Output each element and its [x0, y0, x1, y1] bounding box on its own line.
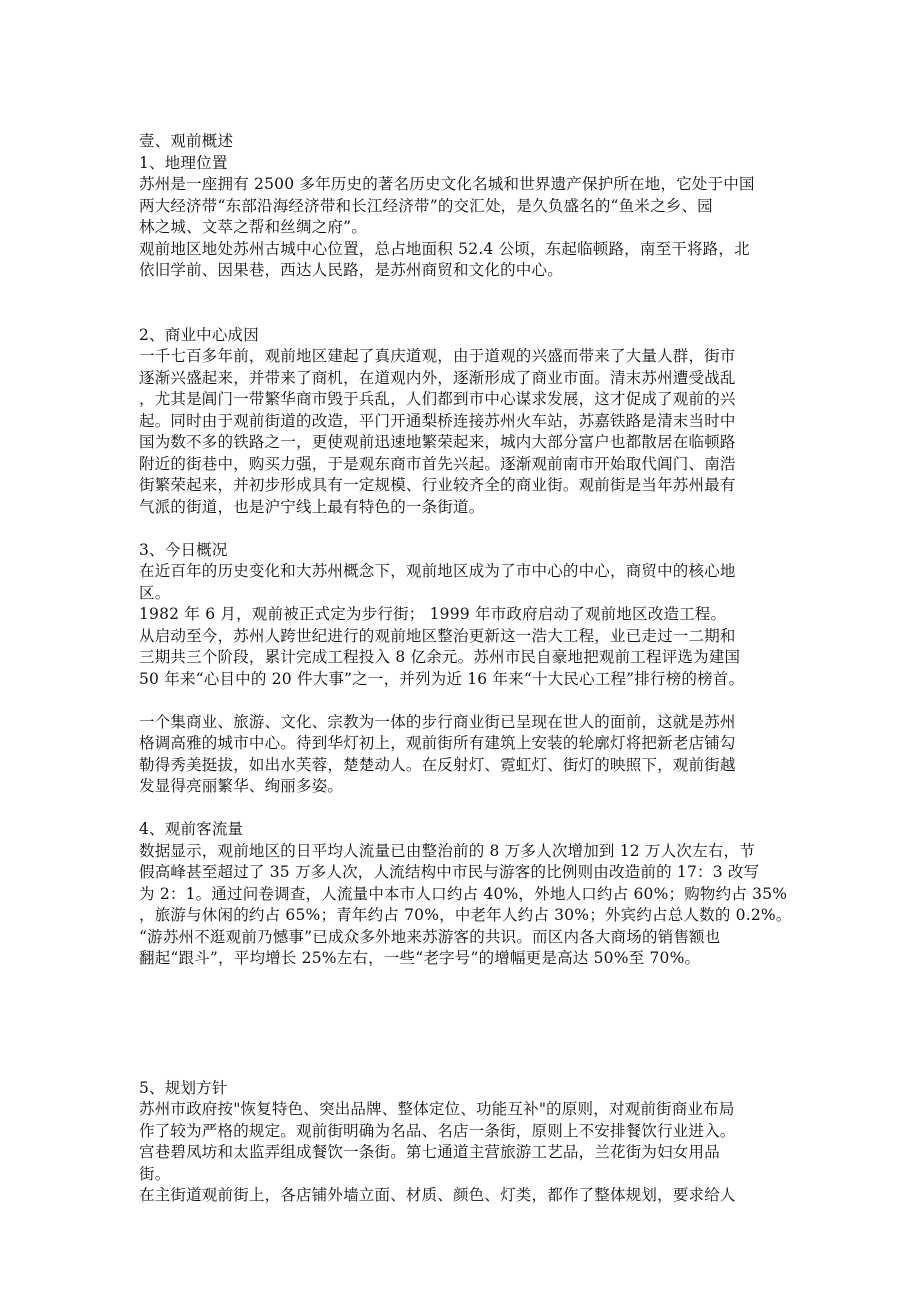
section-5-heading: 5、规划方针 [139, 1078, 228, 1097]
section-2-paragraph-line: 气派的街道，也是沪宁线上最有特色的一条街道。 [139, 497, 485, 516]
section-4-paragraph-line: “游苏州不逛观前乃憾事”已成众多外地来苏游客的共识。而区内各大商场的销售额也 [139, 927, 721, 946]
blank-space [139, 282, 779, 325]
blank-space [139, 970, 779, 1078]
section-1-paragraph-1-line: 林之城、文萃之帮和丝绸之府”。 [139, 218, 367, 236]
document-title: 壹、观前概述 [139, 132, 234, 150]
section-3-paragraph-4-line: 发显得亮丽繁华、绚丽多姿。 [139, 777, 344, 795]
blank-space [139, 690, 779, 712]
section-2-paragraph-line: ，尤其是阊门一带繁华商市毁于兵乱，人们都到市中心谋求发展，这才促成了观前的兴 [139, 390, 736, 408]
section-2-paragraph-line: 一千七百多年前，观前地区建起了真庆道观，由于道观的兴盛而带来了大量人群，街市 [139, 347, 736, 365]
section-3-paragraph-4-line: 一个集商业、旅游、文化、宗教为一体的步行商业街已呈现在世人的面前，这就是苏州 [139, 712, 736, 731]
section-2-paragraph-line: 街繁荣起来，并初步形成具有一定规模、行业较齐全的商业街。观前街是当年苏州最有 [139, 476, 736, 494]
section-5-paragraph-1-line: 作了较为严格的规定。观前街明确为名品、名店一条街，原则上不安排餐饮行业进入。 [139, 1121, 736, 1140]
section-4-heading: 4、观前客流量 [139, 820, 244, 838]
section-2-paragraph-line: 国为数不多的铁路之一，更使观前迅速地繁荣起来，城内大部分富户也都散居在临顿路 [139, 433, 736, 451]
section-2-paragraph-line: 逐渐兴盛起来，并带来了商机，在道观内外，逐渐形成了商业市面。清末苏州遭受战乱 [139, 368, 736, 387]
section-5-paragraph-2-line: 在主街道观前街上，各店铺外墙立面、材质、颜色、灯类，都作了整体规划，要求给人 [139, 1186, 736, 1204]
section-4-paragraph-line: 翻起“跟斗”，平均增长 25%左右，一些“老字号”的增幅更是高达 50%至 70%。 [139, 949, 701, 967]
section-3-paragraph-4-line: 格调高雅的城市中心。待到华灯初上，观前街所有建筑上安装的轮廓灯将把新老店铺勾 [139, 734, 736, 752]
section-3-paragraph-2-line: 1982 年 6 月，观前被正式定为步行街； 1999 年市政府启动了观前地区改造工程。 [139, 605, 727, 623]
section-4-paragraph-line: ，旅游与休闲的约占 65%；青年约占 70%，中老年人约占 30%；外宾约占总人数的 0.2%。 [139, 906, 792, 924]
blank-space [139, 798, 779, 820]
section-2-paragraph-line: 起。同时由于观前街道的改造，平门开通梨桥连接苏州火车站，苏嘉铁路是清末当时中 [139, 411, 736, 430]
section-1-paragraph-1-line: 两大经济带“东部沿海经济带和长江经济带”的交汇处，是久负盛名的“鱼米之乡、园 [139, 196, 713, 215]
section-1-paragraph-1-line: 苏州是一座拥有 2500 多年历史的著名历史文化名城和世界遗产保护所在地，它处于中国 [139, 175, 755, 193]
section-3-paragraph-3-line: 50 年来“心目中的 20 件大事”之一，并列为近 16 年来“十大民心工程”排行榜的榜首。 [139, 669, 745, 688]
section-3-paragraph-3-line: 从启动至今，苏州人跨世纪进行的观前地区整治更新这一浩大工程，业已走过一二期和 [139, 626, 736, 645]
section-5-paragraph-1-line: 街。 [139, 1164, 171, 1183]
section-5-paragraph-1-line: 苏州市政府按"恢复特色、突出品牌、整体定位、功能互补"的原则，对观前街商业布局 [139, 1100, 735, 1118]
section-3-paragraph-3-line: 三期共三个阶段，累计完成工程投入 8 亿余元。苏州市民自豪地把观前工程评选为建国 [139, 648, 741, 666]
section-2-paragraph-line: 附近的街巷中，购买力强，于是观东商市首先兴起。逐渐观前南市开始取代阊门、南浩 [139, 454, 736, 473]
section-3-paragraph-1-line: 区。 [139, 583, 171, 602]
section-1-paragraph-2-line: 观前地区地处苏州古城中心位置，总占地面积 52.4 公顷，东起临顿路，南至干将路，北 [139, 239, 750, 258]
section-1-heading: 1、地理位置 [139, 153, 228, 172]
section-4-paragraph-line: 假高峰甚至超过了 35 万多人次，人流结构中市民与游客的比例则由改造前的 17：3 改写 [139, 863, 760, 881]
blank-space [139, 518, 779, 540]
section-3-paragraph-1-line: 在近百年的历史变化和大苏州概念下，观前地区成为了市中心的中心，商贸中的核心地 [139, 562, 736, 580]
section-3-paragraph-4-line: 勒得秀美挺拔，如出水芙蓉，楚楚动人。在反射灯、霓虹灯、街灯的映照下，观前街越 [139, 755, 736, 774]
section-1-paragraph-2-line: 依旧学前、因果巷，西达人民路，是苏州商贸和文化的中心。 [139, 261, 563, 279]
document-page [139, 131, 792, 1207]
section-4-paragraph-line: 数据显示，观前地区的日平均人流量已由整治前的 8 万多人次增加到 12 万人次左右，节 [139, 841, 755, 860]
section-2-heading: 2、商业中心成因 [139, 325, 259, 344]
section-3-heading: 3、今日概况 [139, 540, 228, 559]
section-5-paragraph-1-line: 宫巷碧凤坊和太监弄组成餐饮一条街。第七通道主营旅游工艺品，兰花街为妇女用品 [139, 1143, 720, 1161]
section-4-paragraph-line: 为 2：1。通过问卷调查，人流量中本市人口约占 40%，外地人口约占 60%；购物约占 35% [139, 884, 788, 903]
